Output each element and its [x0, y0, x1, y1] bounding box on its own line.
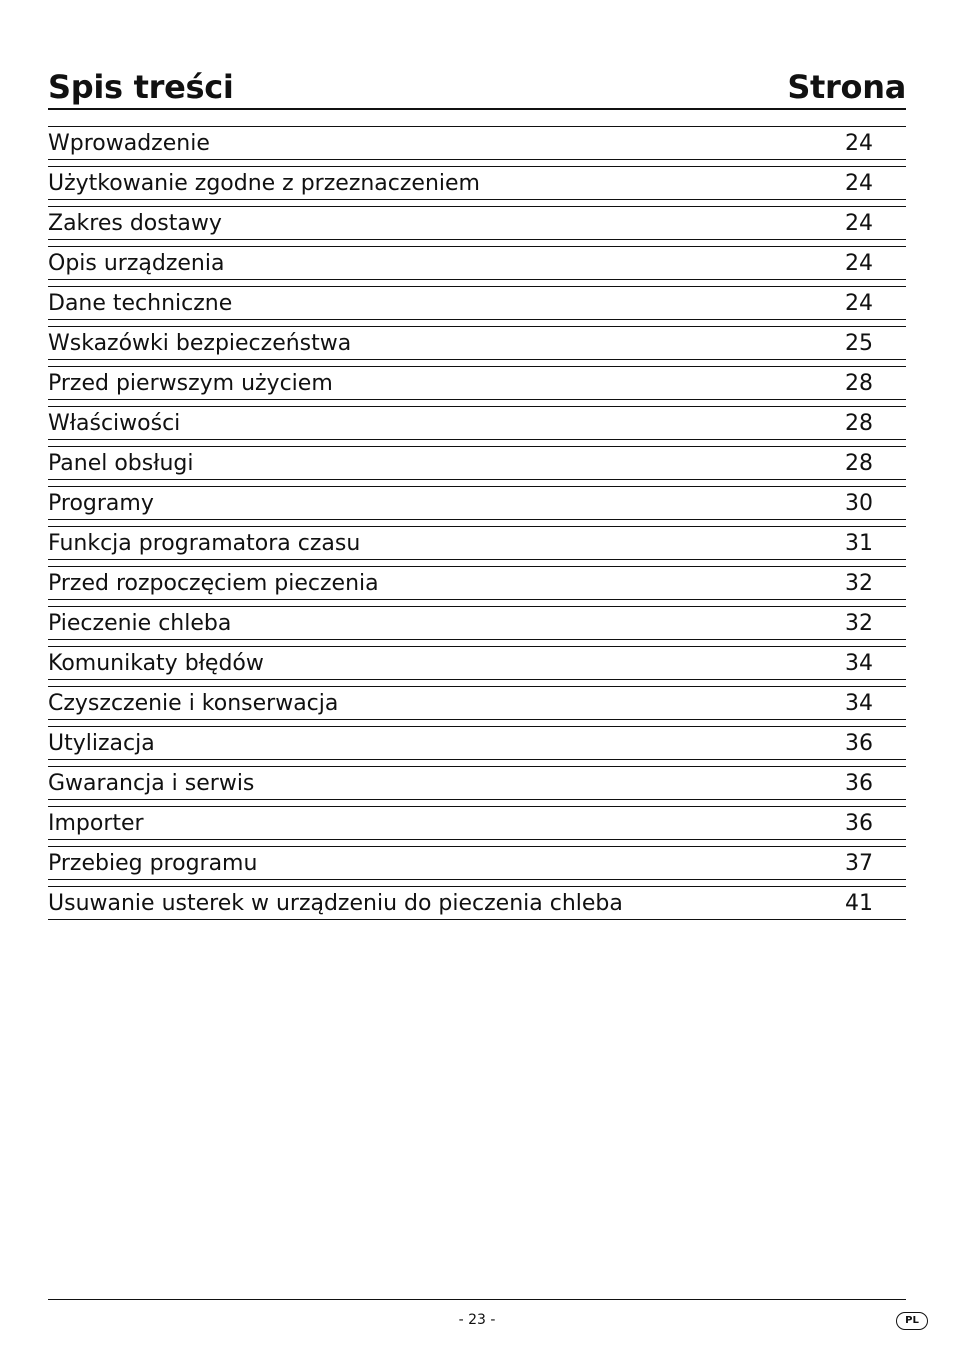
toc-entry-label: Importer	[48, 811, 144, 836]
toc-entry[interactable]	[48, 326, 906, 360]
toc-entry-page: 28	[845, 451, 873, 476]
toc-entry-label: Opis urządzenia	[48, 251, 225, 276]
toc-entry-label: Gwarancja i serwis	[48, 771, 255, 796]
toc-entry-page: 37	[845, 851, 873, 876]
toc-entry-page: 24	[845, 291, 873, 316]
toc-entry-page: 24	[845, 251, 873, 276]
toc-entry-page: 34	[845, 691, 873, 716]
toc-entry[interactable]	[48, 286, 906, 320]
toc-entry-label: Przed pierwszym użyciem	[48, 371, 333, 396]
toc-entry[interactable]	[48, 846, 906, 880]
toc-entry-label: Komunikaty błędów	[48, 651, 264, 676]
toc-entry[interactable]	[48, 206, 906, 240]
toc-entry-label: Utylizacja	[48, 731, 155, 756]
language-badge: PL	[896, 1312, 928, 1330]
toc-entry[interactable]	[48, 686, 906, 720]
toc-entry[interactable]	[48, 526, 906, 560]
footer-divider	[48, 1299, 906, 1300]
toc-entry-page: 24	[845, 131, 873, 156]
toc-entry-page: 25	[845, 331, 873, 356]
toc-entry-page: 36	[845, 731, 873, 756]
toc-entry[interactable]	[48, 766, 906, 800]
toc-entry-page: 41	[845, 891, 873, 916]
toc-entry-label: Panel obsługi	[48, 451, 194, 476]
toc-entry-page: 28	[845, 371, 873, 396]
toc-header	[48, 66, 906, 110]
toc-entry-label: Zakres dostawy	[48, 211, 222, 236]
page-title: Spis treści	[48, 68, 234, 106]
page-number: - 23 -	[458, 1312, 496, 1328]
toc-entry[interactable]	[48, 126, 906, 160]
toc-entry-label: Usuwanie usterek w urządzeniu do pieczenia chleba	[48, 891, 623, 916]
toc-entry-label: Dane techniczne	[48, 291, 233, 316]
toc-entry-label: Właściwości	[48, 411, 181, 436]
toc-entry[interactable]	[48, 366, 906, 400]
toc-entry-page: 24	[845, 211, 873, 236]
toc-entry-page: 32	[845, 611, 873, 636]
toc-entry[interactable]	[48, 646, 906, 680]
toc-entry-page: 30	[845, 491, 873, 516]
toc-entry-label: Pieczenie chleba	[48, 611, 232, 636]
toc-entry[interactable]	[48, 886, 906, 920]
toc-entry[interactable]	[48, 726, 906, 760]
toc-entry-label: Przebieg programu	[48, 851, 258, 876]
toc-entry-page: 31	[845, 531, 873, 556]
toc-entry-label: Czyszczenie i konserwacja	[48, 691, 339, 716]
page-column-heading: Strona	[787, 68, 906, 106]
toc-entry[interactable]	[48, 806, 906, 840]
toc-entry-page: 24	[845, 171, 873, 196]
toc-entry-page: 36	[845, 811, 873, 836]
toc-entry[interactable]	[48, 406, 906, 440]
toc-entry-label: Użytkowanie zgodne z przeznaczeniem	[48, 171, 480, 196]
toc-entry-page: 34	[845, 651, 873, 676]
toc-entry-page: 28	[845, 411, 873, 436]
toc-entry-page: 36	[845, 771, 873, 796]
toc-entry-label: Programy	[48, 491, 154, 516]
toc-entry-page: 32	[845, 571, 873, 596]
toc-entry[interactable]	[48, 606, 906, 640]
toc-entry-label: Wprowadzenie	[48, 131, 210, 156]
toc-entry[interactable]	[48, 446, 906, 480]
toc-entry[interactable]	[48, 566, 906, 600]
toc-entry-label: Wskazówki bezpieczeństwa	[48, 331, 352, 356]
toc-entry-label: Funkcja programatora czasu	[48, 531, 361, 556]
table-of-contents	[48, 126, 906, 926]
toc-entry[interactable]	[48, 246, 906, 280]
toc-entry-label: Przed rozpoczęciem pieczenia	[48, 571, 379, 596]
toc-entry[interactable]	[48, 486, 906, 520]
toc-entry[interactable]	[48, 166, 906, 200]
